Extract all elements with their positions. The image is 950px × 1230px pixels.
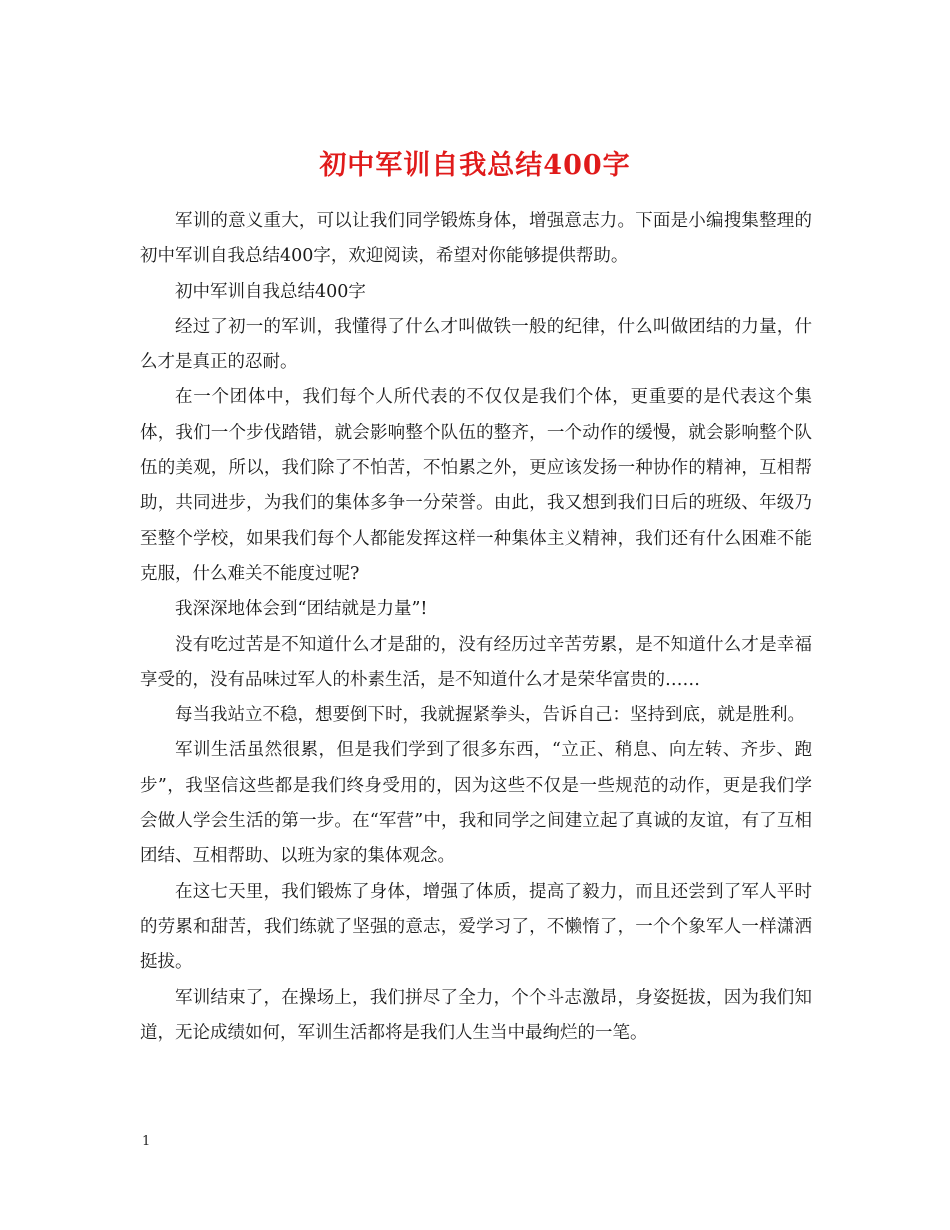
- paragraph: 军训结束了，在操场上，我们拼尽了全力，个个斗志激昂，身姿挺拔，因为我们知道，无论成绩如何，军训生活都将是我们人生当中最绚烂的一笔。: [140, 987, 812, 1043]
- paragraph: 没有吃过苦是不知道什么才是甜的，没有经历过辛苦劳累，是不知道什么才是幸福享受的，没有品味过军人的朴素生活，是不知道什么才是荣华富贵的……: [140, 634, 812, 690]
- page-number: 1: [142, 1134, 151, 1149]
- document-body: [140, 204, 812, 1051]
- paragraph-intro: 军训的意义重大，可以让我们同学锻炼身体，增强意志力。下面是小编搜集整理的初中军训自我总结400字，欢迎阅读，希望对你能够提供帮助。: [140, 211, 812, 267]
- paragraph: 经过了初一的军训，我懂得了什么才叫做铁一般的纪律，什么叫做团结的力量，什么才是真正的忍耐。: [140, 316, 812, 373]
- paragraph: 军训生活虽然很累，但是我们学到了很多东西，“立正、稍息、向左转、齐步、跑步”，我坚信这些都是我们终身受用的，因为这些不仅是一些规范的动作，更是我们学会做人学会生活的第一步。在“军营”中，我和同学之间建立起了真诚的友谊，有了互相团结、互相帮助、以班为家的集体观念。: [140, 740, 812, 867]
- paragraph: 每当我站立不稳，想要倒下时，我就握紧拳头，告诉自己：坚持到底，就是胜利。: [175, 705, 805, 726]
- paragraph: 在这七天里，我们锻炼了身体，增强了体质，提高了毅力，而且还尝到了军人平时的劳累和甜苦，我们练就了坚强的意志，爱学习了，不懒惰了，一个个象军人一样潇洒挺拔。: [140, 881, 812, 973]
- paragraph: 在一个团体中，我们每个人所代表的不仅仅是我们个体，更重要的是代表这个集体，我们一个步伐踏错，就会影响整个队伍的整齐，一个动作的缓慢，就会影响整个队伍的美观，所以，我们除了不怕苦，不怕累之外，更应该发扬一种协作的精神，互相帮助，共同进步，为我们的集体多争一分荣誉。由此，我又想到我们日后的班级、年级乃至整个学校，如果我们每个人都能发挥这样一种集体主义精神，我们还有什么困难不能克服，什么难关不能度过呢?: [140, 387, 812, 584]
- paragraph: 我深深地体会到“团结就是力量”!: [175, 599, 428, 620]
- paragraph-subheading: 初中军训自我总结400字: [175, 281, 366, 302]
- document-title: 初中军训自我总结400字: [319, 150, 631, 182]
